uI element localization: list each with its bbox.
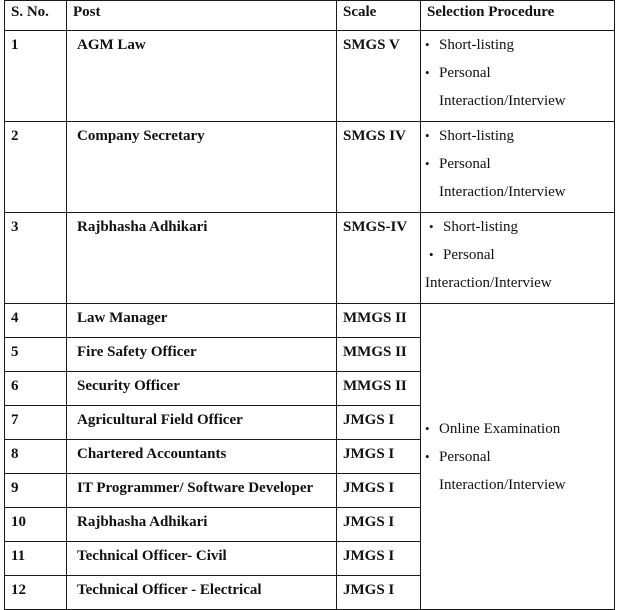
post-cell: Rajbhasha Adhikari [67,508,337,542]
scale-cell: MMGS II [337,372,421,406]
sno-cell: 6 [5,372,67,406]
procedure-step: Interaction/Interview [439,184,566,200]
procedure-cell [421,122,615,213]
scale-cell: JMGS I [337,542,421,576]
scale-cell: JMGS I [337,440,421,474]
scale-cell: SMGS V [337,31,421,122]
procedure-step: Personal [443,247,495,263]
scale-cell: JMGS I [337,508,421,542]
sno-cell: 2 [5,122,67,213]
sno-cell: 7 [5,406,67,440]
post-cell: AGM Law [67,31,337,122]
bullet-icon: • [425,156,430,171]
procedure-step: Interaction/Interview [439,93,566,109]
sno-cell: 3 [5,213,67,304]
bullet-icon: • [425,420,430,436]
header-sno: S. No. [5,1,67,31]
procedure-step: Interaction/Interview [425,275,552,291]
table-row [5,31,615,122]
header-post: Post [67,1,337,31]
header-scale: Scale [337,1,421,31]
table-row [5,304,615,338]
procedure-cell [421,213,615,304]
sno-cell: 11 [5,542,67,576]
post-cell: Chartered Accountants [67,440,337,474]
sno-cell: 8 [5,440,67,474]
procedure-step: Interaction/Interview [439,476,566,493]
scale-cell: SMGS IV [337,122,421,213]
scale-cell: SMGS-IV [337,213,421,304]
procedure-cell-merged [421,304,615,610]
sno-cell: 10 [5,508,67,542]
post-cell: Company Secretary [67,122,337,213]
header-selection-procedure: Selection Procedure [421,1,615,31]
procedure-step: Personal [439,448,491,465]
sno-cell: 1 [5,31,67,122]
scale-cell: JMGS I [337,576,421,610]
post-cell: Technical Officer- Civil [67,542,337,576]
post-cell: Fire Safety Officer [67,338,337,372]
procedure-step: Short-listing [443,219,519,235]
post-cell: Rajbhasha Adhikari [67,213,337,304]
post-cell: Law Manager [67,304,337,338]
posts-table [4,0,615,610]
procedure-step: Short-listing [439,128,515,144]
table-row [5,213,615,304]
post-cell: Agricultural Field Officer [67,406,337,440]
procedure-step: Short-listing [439,37,515,53]
scale-cell: JMGS I [337,474,421,508]
sno-cell: 5 [5,338,67,372]
procedure-cell [421,31,615,122]
bullet-icon: • [429,219,434,234]
post-cell: IT Programmer/ Software Developer [67,474,337,508]
post-cell: Security Officer [67,372,337,406]
sno-cell: 9 [5,474,67,508]
procedure-step: Online Examination [439,420,561,437]
bullet-icon: • [425,448,430,464]
bullet-icon: • [425,37,430,52]
bullet-icon: • [425,128,430,143]
procedure-step: Personal [439,65,491,81]
post-cell: Technical Officer - Electrical [67,576,337,610]
scale-cell: MMGS II [337,338,421,372]
bullet-icon: • [425,65,430,80]
sno-cell: 12 [5,576,67,610]
table-row [5,122,615,213]
scale-cell: JMGS I [337,406,421,440]
header-row [5,1,615,31]
procedure-step: Personal [439,156,491,172]
sno-cell: 4 [5,304,67,338]
bullet-icon: • [429,247,434,262]
scale-cell: MMGS II [337,304,421,338]
